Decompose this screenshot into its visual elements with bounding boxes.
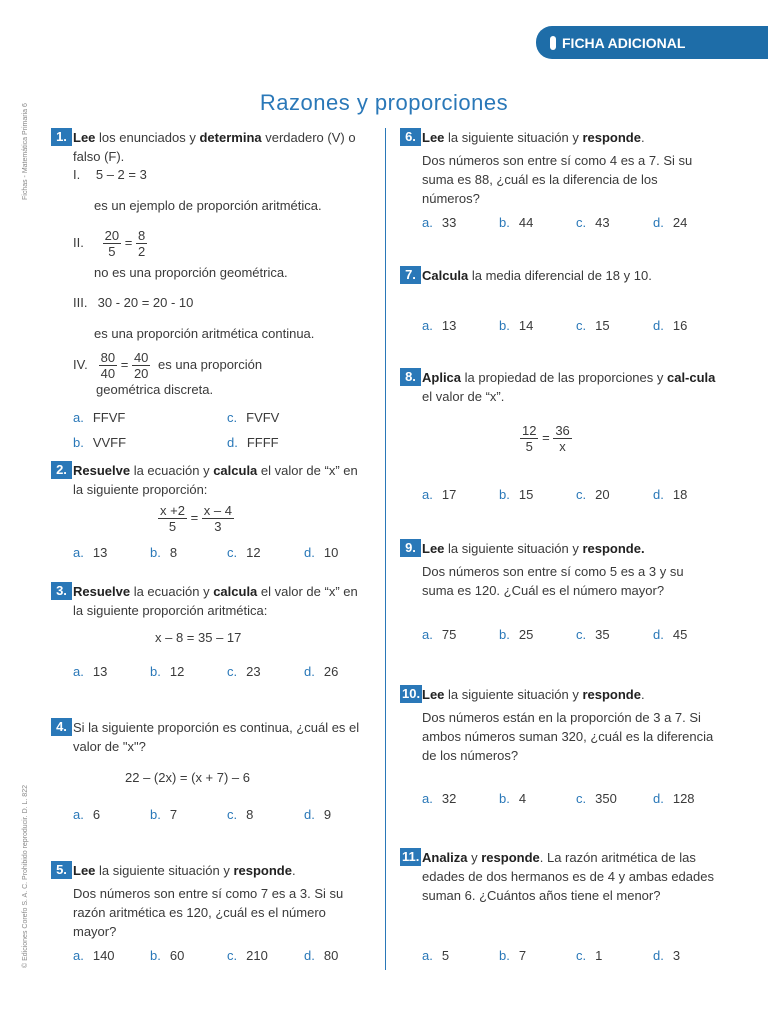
option-c[interactable] [576,791,617,806]
question-6 [405,128,718,147]
option-letter: b. [150,807,161,822]
option-value: FFVF [92,410,126,425]
numerator: 80 [100,350,116,365]
option-letter: b. [499,627,510,642]
question-number: 1. [51,128,72,146]
equation-q3: x – 8 = 35 – 17 [155,630,242,645]
option-letter: a. [73,948,84,963]
keyword: Calcula [422,268,469,283]
option-value: 6 [92,807,101,822]
text: . [291,863,296,878]
option-letter: a. [422,627,433,642]
keyword: Lee [73,130,96,145]
denominator: 5 [525,439,533,454]
question-4 [56,718,369,756]
option-value: 12 [246,545,261,560]
option-value: FVFV [246,410,280,425]
option-letter: d. [304,807,315,822]
option-d[interactable] [304,545,338,560]
option-letter: c. [576,215,587,230]
denominator: 40 [100,366,116,381]
text: la siguiente situación y [95,863,234,878]
option-value: 7 [518,948,527,963]
question-2 [56,461,369,499]
option-letter: c. [227,545,238,560]
question-number: 8. [400,368,421,386]
option-value: 8 [169,545,178,560]
options-q4 [73,807,393,825]
option-value: 9 [323,807,332,822]
option-letter: b. [73,435,84,450]
option-d[interactable] [653,627,687,642]
denominator: 3 [214,519,222,534]
question-number: 7. [400,266,421,284]
denominator: 2 [137,244,146,259]
option-d[interactable] [304,807,331,822]
option-b[interactable] [150,948,184,963]
option-a[interactable] [422,318,456,333]
option-c[interactable] [576,487,610,502]
text: es una proporción [158,356,263,372]
option-a[interactable] [422,487,456,502]
question-number: 11. [402,849,420,864]
equation-q2: $\frac{x +2}{5}$ = $\frac{x - 4}{3}$ [160,503,232,534]
option-value: 3 [672,948,681,963]
option-letter: b. [150,948,161,963]
text: el valor de “x”. [422,389,505,404]
option-letter: b. [499,487,510,502]
text: y [467,850,482,865]
options-q9 [422,627,742,645]
text: . [640,130,645,145]
numerator: 8 [137,228,146,243]
option-letter: b. [150,664,161,679]
options-q10 [422,791,742,809]
fraction [202,503,234,534]
option-letter: c. [227,948,238,963]
option-letter: b. [499,948,510,963]
keyword: responde [582,687,641,702]
keyword: calcula [213,463,258,478]
option-c[interactable] [227,948,268,963]
fraction [520,423,538,454]
question-number: 10. [402,686,421,701]
side-label-bottom: © Ediciones Corefo S. A. C. Prohibido reproducir. D. L. 822 [22,785,29,968]
label: IV. [73,356,88,372]
question-1 [56,128,369,166]
option-letter: d. [653,948,664,963]
option-letter: b. [499,791,510,806]
text: la ecuación y [130,584,214,599]
badge-marker-icon [550,36,556,50]
option-value: 24 [672,215,688,230]
statement-iii-text: es una proporción aritmética continua. [94,326,315,341]
option-c[interactable] [576,627,610,642]
option-letter: a. [422,318,433,333]
option-value: 43 [595,215,610,230]
option-value: 13 [92,545,108,560]
equation-q8: $\frac{12}{5}$ = $\frac{36}{x}$ [522,423,570,454]
option-b[interactable] [499,215,533,230]
option-letter: a. [73,410,84,425]
option-value: 1 [595,948,603,963]
keyword: Resuelve [73,463,131,478]
question-10-body: Dos números están en la proporción de 3 a 7. Si ambos números suman 320, ¿cuál es la diferencia de los números? [422,710,714,763]
statement-iv-text: geométrica discreta. [96,382,214,397]
question-number: 3. [51,582,72,600]
option-b[interactable] [73,435,126,450]
numerator: 40 [133,350,149,365]
option-letter: b. [499,215,510,230]
keyword: determina [199,130,262,145]
question-number: 2. [51,461,72,479]
statement-i-text: es un ejemplo de proporción aritmética. [94,198,322,213]
option-value: 15 [595,318,610,333]
option-d[interactable] [653,318,687,333]
denominator: 5 [168,519,177,534]
ficha-adicional-badge [536,26,768,59]
denominator: x [559,439,566,454]
question-5-body: Dos números son entre sí como 7 es a 3. Si su razón aritmética es 120, ¿cuál es el número mayor? [73,886,344,939]
option-value: 10 [323,545,339,560]
option-c[interactable] [576,318,610,333]
option-b[interactable] [499,948,526,963]
option-value: 13 [92,664,108,679]
label: I. [73,167,81,182]
option-letter: d. [227,435,238,450]
option-letter: c. [227,664,238,679]
option-value: 16 [672,318,688,333]
option-value: 75 [441,627,457,642]
keyword: responde [582,130,641,145]
option-value: 33 [441,215,457,230]
text: . [640,687,645,702]
question-6-body: Dos números son entre sí como 4 es a 7. Si su suma es 88, ¿cuál es la diferencia de los números? [422,153,693,206]
option-d[interactable] [304,948,338,963]
option-d[interactable] [304,664,338,679]
text: la siguiente situación y [444,130,583,145]
fraction [136,228,147,259]
option-letter: a. [73,545,84,560]
text: . La razón aritmética de las edades de dos hermanos es de 4 y ambas edades suman 6. ¿Cuántos años tiene el menor? [422,850,714,903]
option-letter: a. [73,664,84,679]
options-q8 [422,487,742,505]
option-c[interactable] [227,410,279,425]
options-q5 [73,948,393,966]
option-value: 60 [169,948,185,963]
option-value: VVFF [92,435,127,450]
keyword: Lee [422,541,445,556]
option-d[interactable] [227,435,279,450]
option-c[interactable] [227,545,261,560]
question-11 [402,848,718,905]
label: II. [73,234,84,250]
option-a[interactable] [73,545,107,560]
options-q6 [422,215,742,233]
text: el valor de “x” en la siguiente proporción: [73,463,358,497]
option-letter: d. [653,487,664,502]
denominator: 5 [108,244,116,259]
option-value: 44 [518,215,534,230]
option-a[interactable] [422,791,456,806]
option-c[interactable] [576,948,602,963]
option-value: 23 [246,664,261,679]
numerator: 12 [522,423,537,438]
fraction [132,350,150,381]
option-letter: c. [576,791,587,806]
options-q3 [73,664,393,682]
options-q11 [422,948,742,966]
text: la media diferencial de 18 y 10. [468,268,652,283]
option-letter: d. [304,545,315,560]
statement-iv: IV. $\frac{80}{40}$ = $\frac{40}{20}$ es una proporción [73,350,263,381]
option-value: 140 [92,948,115,963]
option-value: 4 [518,791,527,806]
question-5 [56,861,369,880]
option-c[interactable] [576,215,610,230]
options-q1-row1 [73,410,393,428]
numerator: x +2 [160,503,185,518]
keyword: Lee [73,863,96,878]
option-letter: c. [576,318,587,333]
option-value: 45 [672,627,688,642]
denominator: 20 [133,366,149,381]
keyword: calcula [213,584,258,599]
option-a[interactable] [422,627,456,642]
numerator: 36 [555,423,570,438]
statement-i [73,167,147,182]
keyword: responde [233,863,292,878]
option-value: 8 [246,807,254,822]
option-letter: b. [499,318,510,333]
option-letter: d. [653,318,664,333]
numerator: x – 4 [203,503,232,518]
option-d[interactable] [653,215,687,230]
text: la siguiente situación y [444,687,583,702]
side-label-top: Fichas - Matemática Primaria 6 [22,103,29,200]
option-value: 12 [169,664,185,679]
keyword: Analiza [422,850,468,865]
question-3 [56,582,369,620]
option-value: 17 [441,487,457,502]
option-b[interactable] [150,807,177,822]
option-letter: b. [150,545,161,560]
option-value: 35 [595,627,610,642]
keyword: responde [481,850,540,865]
text: verdadero (V) o falso (F). [73,130,356,164]
statement-iii [73,295,193,310]
question-number: 6. [400,128,421,146]
option-b[interactable] [150,545,177,560]
fraction [103,228,121,259]
numerator: 20 [104,228,120,243]
option-letter: a. [73,807,84,822]
options-q2 [73,545,393,563]
option-value: 20 [595,487,610,502]
option-value: 14 [518,318,534,333]
page-title: Razones y proporciones [259,90,509,115]
option-value: 5 [441,948,450,963]
option-value: 13 [441,318,457,333]
option-letter: c. [227,807,238,822]
option-a[interactable] [422,948,449,963]
option-letter: a. [422,215,433,230]
badge-label: FICHA ADICIONAL [562,34,686,51]
keyword: Aplica [422,370,462,385]
option-value: 210 [246,948,268,963]
keyword: Lee [422,130,445,145]
question-7 [405,266,718,285]
option-value: 80 [323,948,339,963]
statement-ii: II. $\frac{20}{5}$ = $\frac{8}{2}$ [73,228,146,259]
option-letter: d. [653,215,664,230]
option-b[interactable] [499,487,533,502]
option-letter: d. [304,948,315,963]
option-b[interactable] [499,318,533,333]
option-a[interactable] [422,215,456,230]
option-letter: c. [576,948,587,963]
option-b[interactable] [150,664,184,679]
option-value: 7 [169,807,178,822]
option-letter: a. [422,487,433,502]
question-9 [405,539,718,558]
label: III. [73,295,88,310]
keyword: Lee [422,687,445,702]
option-a[interactable] [73,807,100,822]
keyword: Resuelve [73,584,131,599]
option-value: 25 [518,627,534,642]
question-10 [402,685,718,704]
option-value: 128 [672,791,695,806]
option-value: 350 [595,791,617,806]
text: Si la siguiente proporción es continua, ¿cuál es el valor de "x"? [73,720,360,754]
question-number: 4. [51,718,72,736]
equation-q4: 22 – (2x) = (x + 7) – 6 [125,770,251,785]
option-d[interactable] [653,948,680,963]
option-letter: d. [653,791,664,806]
option-d[interactable] [653,791,695,806]
fraction [99,350,117,381]
option-a[interactable] [73,410,125,425]
option-value: FFFF [246,435,279,450]
option-a[interactable] [73,948,115,963]
option-letter: c. [576,487,587,502]
option-value: 32 [441,791,457,806]
option-letter: c. [576,627,587,642]
statement-ii-text: no es una proporción geométrica. [94,265,288,280]
fraction [158,503,187,534]
option-value: 26 [323,664,339,679]
text: la propiedad de las proporciones y [461,370,667,385]
option-b[interactable] [499,627,533,642]
question-9-body: Dos números son entre sí como 5 es a 3 y su suma es 120. ¿Cuál es el número mayor? [422,564,684,598]
equation: 30 - 20 = 20 - 10 [97,295,194,310]
question-number: 9. [400,539,421,557]
text: el valor de “x” en la siguiente proporción aritmética: [73,584,358,618]
option-letter: c. [227,410,238,425]
option-letter: a. [422,948,433,963]
keyword: responde. [582,541,645,556]
text: la ecuación y [130,463,214,478]
fraction [553,423,571,454]
option-value: 15 [518,487,534,502]
option-letter: d. [653,627,664,642]
keyword: cal-cula [666,370,716,385]
text: la siguiente situación y [444,541,583,556]
text: los enunciados y [95,130,200,145]
option-c[interactable] [227,664,261,679]
option-letter: a. [422,791,433,806]
options-q1-row2 [73,435,393,453]
option-b[interactable] [499,791,526,806]
option-letter: d. [304,664,315,679]
options-q7 [422,318,742,336]
question-number: 5. [51,861,72,879]
equation: 5 – 2 = 3 [95,167,147,182]
option-a[interactable] [73,664,107,679]
option-d[interactable] [653,487,687,502]
question-8 [405,368,718,406]
option-value: 18 [672,487,688,502]
option-c[interactable] [227,807,253,822]
